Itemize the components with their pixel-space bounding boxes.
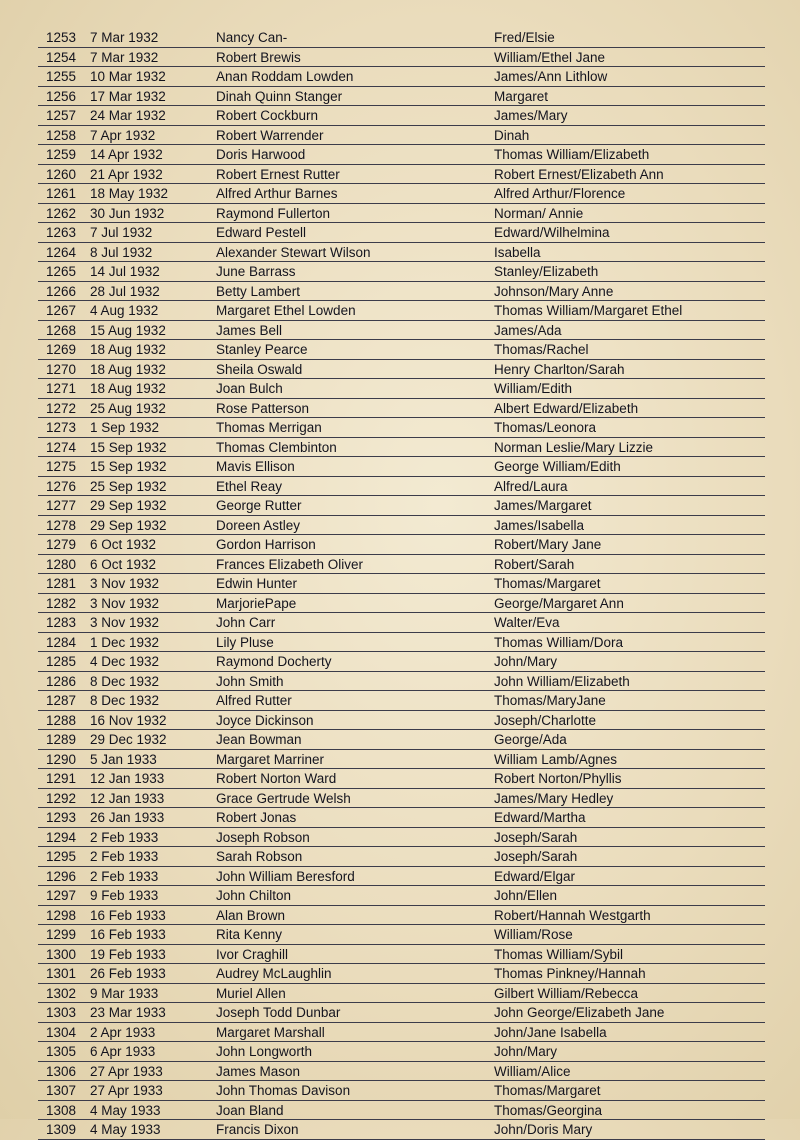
entry-number: 1279: [46, 537, 77, 552]
table-row: [38, 555, 765, 575]
entry-number: 1259: [46, 147, 77, 162]
table-row: [38, 418, 765, 438]
entry-parents: George/Ada: [494, 732, 567, 747]
table-row: [38, 1101, 765, 1121]
entry-number: 1256: [46, 88, 77, 104]
entry-name: Audrey McLaughlin: [216, 966, 332, 981]
entry-name: John Longworth: [216, 1044, 313, 1059]
entry-name: June Barrass: [216, 264, 296, 279]
entry-number: 1267: [46, 303, 77, 318]
table-row: [38, 496, 765, 516]
entry-date: 28 Jul 1932: [90, 283, 160, 299]
entry-date: 7 Mar 1932: [90, 49, 159, 65]
entry-date: 3 Nov 1932: [90, 615, 160, 630]
entry-name: Joseph Todd Dunbar: [216, 1005, 341, 1020]
entry-parents: William/Edith: [494, 381, 573, 396]
entry-name: Thomas Clembinton: [216, 439, 337, 455]
entry-number: 1264: [46, 244, 77, 260]
entry-date: 16 Nov 1932: [90, 712, 167, 728]
entry-number: 1295: [46, 849, 77, 864]
entry-parents: Thomas/Rachel: [494, 342, 589, 357]
entry-date: 2 Feb 1933: [90, 829, 159, 845]
table-row: [38, 867, 765, 887]
entry-name: Anan Roddam Lowden: [216, 69, 354, 84]
entry-name: John Thomas Davison: [216, 1083, 351, 1098]
table-row: [38, 28, 765, 48]
entry-number: 1304: [46, 1024, 77, 1040]
entry-date: 1 Dec 1932: [90, 634, 160, 650]
entry-name: Joan Bland: [216, 1102, 284, 1118]
table-row: [38, 847, 765, 867]
entry-parents: James/Mary: [494, 108, 568, 123]
entry-parents: William/Ethel Jane: [494, 49, 606, 65]
entry-parents: George/Margaret Ann: [494, 595, 624, 611]
entry-name: Joyce Dickinson: [216, 712, 314, 728]
table-row: [38, 48, 765, 68]
entry-name: John William Beresford: [216, 868, 355, 884]
table-row: [38, 925, 765, 945]
entry-parents: James/Mary Hedley: [494, 790, 614, 806]
entry-name: Robert Ernest Rutter: [216, 166, 340, 182]
table-row: [38, 262, 765, 282]
entry-date: 9 Mar 1933: [90, 985, 159, 1001]
entry-date: 16 Feb 1933: [90, 907, 166, 923]
table-row: [38, 808, 765, 828]
entry-parents: Fred/Elsie: [494, 30, 555, 45]
entry-name: Alexander Stewart Wilson: [216, 244, 371, 260]
entry-number: 1287: [46, 693, 77, 708]
entry-date: 27 Apr 1933: [90, 1063, 163, 1079]
entry-date: 6 Apr 1933: [90, 1044, 156, 1059]
table-row: [38, 984, 765, 1004]
entry-number: 1268: [46, 322, 77, 338]
entry-date: 16 Feb 1933: [90, 927, 166, 942]
entry-parents: John William/Elizabeth: [494, 673, 630, 689]
entry-parents: Thomas William/Sybil: [494, 946, 624, 962]
entry-date: 15 Sep 1932: [90, 439, 167, 455]
entry-name: Robert Jonas: [216, 810, 297, 825]
table-row: [38, 964, 765, 984]
entry-date: 1 Sep 1932: [90, 420, 160, 435]
entry-name: Joseph Robson: [216, 829, 310, 845]
entry-parents: Thomas/Margaret: [494, 576, 601, 591]
entry-date: 7 Mar 1932: [90, 30, 159, 45]
entry-name: Ivor Craghill: [216, 946, 289, 962]
entry-number: 1255: [46, 69, 77, 84]
entry-name: Robert Brewis: [216, 49, 301, 65]
entry-parents: Albert Edward/Elizabeth: [494, 400, 639, 416]
entry-number: 1257: [46, 108, 77, 123]
entry-date: 4 Aug 1932: [90, 303, 159, 318]
table-row: [38, 945, 765, 965]
entry-number: 1302: [46, 985, 77, 1001]
entry-parents: John/Ellen: [494, 888, 558, 903]
entry-number: 1261: [46, 186, 77, 201]
entry-date: 21 Apr 1932: [90, 166, 163, 182]
entry-parents: Thomas Pinkney/Hannah: [494, 966, 646, 981]
entry-number: 1292: [46, 790, 77, 806]
table-row: [38, 1042, 765, 1062]
entry-date: 18 Aug 1932: [90, 361, 166, 377]
entry-parents: John George/Elizabeth Jane: [494, 1005, 665, 1020]
entry-number: 1301: [46, 966, 77, 981]
entry-number: 1269: [46, 342, 77, 357]
entry-number: 1306: [46, 1063, 77, 1079]
entry-parents: Thomas William/Elizabeth: [494, 147, 650, 162]
entry-parents: Robert Norton/Phyllis: [494, 771, 622, 786]
entry-name: Doris Harwood: [216, 147, 306, 162]
entry-date: 14 Apr 1932: [90, 147, 163, 162]
entry-parents: Walter/Eva: [494, 615, 560, 630]
entry-date: 9 Feb 1933: [90, 888, 159, 903]
entry-number: 1253: [46, 30, 77, 45]
entry-name: Nancy Can-: [216, 30, 288, 45]
entry-parents: Edward/Wilhelmina: [494, 225, 610, 240]
entry-name: Grace Gertrude Welsh: [216, 790, 351, 806]
entry-date: 25 Aug 1932: [90, 400, 166, 416]
entry-number: 1258: [46, 127, 77, 143]
entry-date: 2 Feb 1933: [90, 868, 159, 884]
table-row: [38, 1003, 765, 1023]
entry-name: Frances Elizabeth Oliver: [216, 556, 364, 572]
entry-name: Lily Pluse: [216, 634, 274, 650]
table-row: [38, 613, 765, 633]
entry-number: 1280: [46, 556, 77, 572]
entry-parents: Thomas William/Dora: [494, 634, 624, 650]
table-row: [38, 516, 765, 536]
table-row: [38, 1081, 765, 1101]
entry-parents: Joseph/Sarah: [494, 829, 578, 845]
entry-parents: Edward/Elgar: [494, 868, 576, 884]
table-row: [38, 652, 765, 672]
entry-name: Sarah Robson: [216, 849, 303, 864]
table-row: [38, 184, 765, 204]
table-row: [38, 126, 765, 146]
entry-number: 1274: [46, 439, 77, 455]
table-row: [38, 145, 765, 165]
entry-parents: Henry Charlton/Sarah: [494, 361, 625, 377]
entry-name: Margaret Ethel Lowden: [216, 303, 356, 318]
entry-parents: Johnson/Mary Anne: [494, 283, 614, 299]
entry-date: 19 Feb 1933: [90, 946, 166, 962]
entry-parents: James/Isabella: [494, 517, 585, 533]
entry-number: 1300: [46, 946, 77, 962]
entry-parents: James/Ada: [494, 322, 562, 338]
table-row: [38, 106, 765, 126]
entry-date: 5 Jan 1933: [90, 751, 157, 767]
entry-number: 1309: [46, 1122, 77, 1137]
table-row: [38, 574, 765, 594]
entry-parents: William Lamb/Agnes: [494, 751, 618, 767]
entry-name: Rita Kenny: [216, 927, 283, 942]
table-row: [38, 67, 765, 87]
table-row: [38, 535, 765, 555]
entry-name: Edwin Hunter: [216, 576, 298, 591]
entry-number: 1272: [46, 400, 77, 416]
entry-parents: Robert/Hannah Westgarth: [494, 907, 651, 923]
entry-name: John Chilton: [216, 888, 292, 903]
entry-date: 30 Jun 1932: [90, 205, 165, 221]
entry-name: Sheila Oswald: [216, 361, 303, 377]
entry-date: 6 Oct 1932: [90, 556, 157, 572]
entry-number: 1299: [46, 927, 77, 942]
entry-number: 1291: [46, 771, 77, 786]
entry-name: Raymond Fullerton: [216, 205, 331, 221]
entry-date: 4 Dec 1932: [90, 654, 160, 669]
entry-number: 1284: [46, 634, 77, 650]
entry-number: 1263: [46, 225, 77, 240]
entry-parents: John/Mary: [494, 1044, 558, 1059]
table-row: [38, 379, 765, 399]
entry-date: 4 May 1933: [90, 1122, 161, 1137]
entry-name: Francis Dixon: [216, 1122, 299, 1137]
entry-number: 1273: [46, 420, 77, 435]
entry-name: Robert Norton Ward: [216, 771, 337, 786]
table-row: [38, 165, 765, 185]
entry-date: 18 May 1932: [90, 186, 169, 201]
table-row: [38, 399, 765, 419]
entry-parents: Edward/Martha: [494, 810, 586, 825]
table-row: [38, 1023, 765, 1043]
entry-number: 1305: [46, 1044, 77, 1059]
entry-date: 12 Jan 1933: [90, 790, 165, 806]
entry-number: 1289: [46, 732, 77, 747]
entry-parents: Thomas William/Margaret Ethel: [494, 303, 683, 318]
entry-parents: William/Alice: [494, 1063, 571, 1079]
entry-date: 3 Nov 1932: [90, 595, 160, 611]
table-row: [38, 594, 765, 614]
entry-date: 24 Mar 1932: [90, 108, 166, 123]
entry-name: Edward Pestell: [216, 225, 307, 240]
table-row: [38, 321, 765, 341]
entry-name: John Carr: [216, 615, 276, 630]
table-row: [38, 301, 765, 321]
entry-name: Alfred Arthur Barnes: [216, 186, 338, 201]
entry-number: 1276: [46, 478, 77, 494]
table-row: [38, 340, 765, 360]
entry-date: 7 Apr 1932: [90, 127, 156, 143]
entry-date: 18 Aug 1932: [90, 342, 166, 357]
entry-date: 23 Mar 1933: [90, 1005, 166, 1020]
entry-date: 2 Apr 1933: [90, 1024, 156, 1040]
entry-number: 1296: [46, 868, 77, 884]
entry-number: 1254: [46, 49, 77, 65]
table-row: [38, 87, 765, 107]
table-row: [38, 730, 765, 750]
entry-parents: Robert/Mary Jane: [494, 537, 602, 552]
entry-parents: Norman/ Annie: [494, 205, 584, 221]
entry-parents: Norman Leslie/Mary Lizzie: [494, 439, 654, 455]
table-row: [38, 1120, 765, 1140]
entry-name: James Mason: [216, 1063, 301, 1079]
entry-parents: George William/Edith: [494, 459, 621, 474]
entry-number: 1303: [46, 1005, 77, 1020]
entry-name: Thomas Merrigan: [216, 420, 322, 435]
entry-number: 1297: [46, 888, 77, 903]
entry-number: 1266: [46, 283, 77, 299]
table-row: [38, 223, 765, 243]
entry-parents: Thomas/Leonora: [494, 420, 597, 435]
entry-number: 1308: [46, 1102, 77, 1118]
entry-number: 1282: [46, 595, 77, 611]
entry-number: 1294: [46, 829, 77, 845]
entry-parents: John/Doris Mary: [494, 1122, 593, 1137]
entry-name: Ethel Reay: [216, 478, 283, 494]
table-row: [38, 243, 765, 263]
table-row: [38, 360, 765, 380]
entry-date: 8 Dec 1932: [90, 693, 160, 708]
entry-parents: James/Ann Lithlow: [494, 69, 608, 84]
table-row: [38, 477, 765, 497]
entry-date: 3 Nov 1932: [90, 576, 160, 591]
entry-name: Muriel Allen: [216, 985, 286, 1001]
baptism-register-table: [38, 28, 765, 1140]
entry-date: 14 Jul 1932: [90, 264, 160, 279]
entry-number: 1285: [46, 654, 77, 669]
entry-number: 1290: [46, 751, 77, 767]
entry-parents: Thomas/Georgina: [494, 1102, 603, 1118]
table-row: [38, 886, 765, 906]
entry-date: 26 Feb 1933: [90, 966, 166, 981]
entry-parents: Alfred/Laura: [494, 478, 568, 494]
entry-number: 1283: [46, 615, 77, 630]
entry-date: 8 Jul 1932: [90, 244, 153, 260]
entry-number: 1262: [46, 205, 77, 221]
table-row: [38, 906, 765, 926]
entry-number: 1270: [46, 361, 77, 377]
entry-parents: Margaret: [494, 88, 549, 104]
table-row: [38, 204, 765, 224]
entry-parents: Dinah: [494, 127, 530, 143]
table-row: [38, 769, 765, 789]
entry-date: 26 Jan 1933: [90, 810, 165, 825]
table-row: [38, 750, 765, 770]
entry-name: Betty Lambert: [216, 283, 301, 299]
entry-date: 10 Mar 1932: [90, 69, 166, 84]
entry-date: 18 Aug 1932: [90, 381, 166, 396]
entry-date: 15 Aug 1932: [90, 322, 166, 338]
entry-parents: Joseph/Charlotte: [494, 712, 597, 728]
entry-parents: Gilbert William/Rebecca: [494, 985, 639, 1001]
entry-date: 8 Dec 1932: [90, 673, 160, 689]
entry-date: 7 Jul 1932: [90, 225, 153, 240]
entry-parents: John/Jane Isabella: [494, 1024, 607, 1040]
entry-number: 1298: [46, 907, 77, 923]
entry-name: James Bell: [216, 322, 283, 338]
table-row: [38, 457, 765, 477]
entry-name: Alfred Rutter: [216, 693, 292, 708]
entry-name: Rose Patterson: [216, 400, 310, 416]
entry-parents: Robert Ernest/Elizabeth Ann: [494, 166, 664, 182]
entry-date: 4 May 1933: [90, 1102, 161, 1118]
entry-name: Raymond Docherty: [216, 654, 332, 669]
entry-parents: Alfred Arthur/Florence: [494, 186, 626, 201]
entry-name: Joan Bulch: [216, 381, 283, 396]
table-row: [38, 672, 765, 692]
entry-number: 1277: [46, 498, 77, 513]
entry-name: John Smith: [216, 673, 284, 689]
entry-parents: Robert/Sarah: [494, 556, 575, 572]
entry-number: 1286: [46, 673, 77, 689]
table-row: [38, 691, 765, 711]
entry-date: 27 Apr 1933: [90, 1083, 163, 1098]
table-row: [38, 282, 765, 302]
entry-parents: Stanley/Elizabeth: [494, 264, 599, 279]
entry-parents: John/Mary: [494, 654, 558, 669]
entry-number: 1271: [46, 381, 77, 396]
entry-date: 29 Sep 1932: [90, 517, 167, 533]
entry-number: 1293: [46, 810, 77, 825]
table-row: [38, 438, 765, 458]
entry-name: MarjoriePape: [216, 595, 297, 611]
entry-name: Gordon Harrison: [216, 537, 316, 552]
entry-name: Margaret Marriner: [216, 751, 325, 767]
table-row: [38, 789, 765, 809]
entry-date: 29 Dec 1932: [90, 732, 167, 747]
entry-name: Stanley Pearce: [216, 342, 308, 357]
entry-name: Robert Cockburn: [216, 108, 319, 123]
table-row: [38, 711, 765, 731]
entry-name: Jean Bowman: [216, 732, 302, 747]
entry-number: 1260: [46, 166, 77, 182]
entry-parents: Joseph/Sarah: [494, 849, 578, 864]
entry-date: 17 Mar 1932: [90, 88, 166, 104]
table-row: [38, 633, 765, 653]
entry-number: 1307: [46, 1083, 77, 1098]
table-row: [38, 828, 765, 848]
entry-name: Doreen Astley: [216, 517, 301, 533]
entry-name: Mavis Ellison: [216, 459, 295, 474]
entry-name: Robert Warrender: [216, 127, 324, 143]
entry-date: 12 Jan 1933: [90, 771, 165, 786]
entry-parents: William/Rose: [494, 927, 573, 942]
entry-date: 25 Sep 1932: [90, 478, 167, 494]
entry-name: Alan Brown: [216, 907, 286, 923]
entry-number: 1288: [46, 712, 77, 728]
entry-number: 1281: [46, 576, 77, 591]
entry-parents: Isabella: [494, 244, 541, 260]
entry-date: 2 Feb 1933: [90, 849, 159, 864]
entry-date: 29 Sep 1932: [90, 498, 167, 513]
entry-name: Margaret Marshall: [216, 1024, 325, 1040]
entry-parents: Thomas/MaryJane: [494, 693, 606, 708]
entry-number: 1265: [46, 264, 77, 279]
entry-name: Dinah Quinn Stanger: [216, 88, 343, 104]
entry-date: 15 Sep 1932: [90, 459, 167, 474]
entry-number: 1275: [46, 459, 77, 474]
entry-date: 6 Oct 1932: [90, 537, 157, 552]
entry-name: George Rutter: [216, 498, 302, 513]
entry-number: 1278: [46, 517, 77, 533]
entry-parents: James/Margaret: [494, 498, 592, 513]
entry-parents: Thomas/Margaret: [494, 1083, 601, 1098]
table-row: [38, 1062, 765, 1082]
